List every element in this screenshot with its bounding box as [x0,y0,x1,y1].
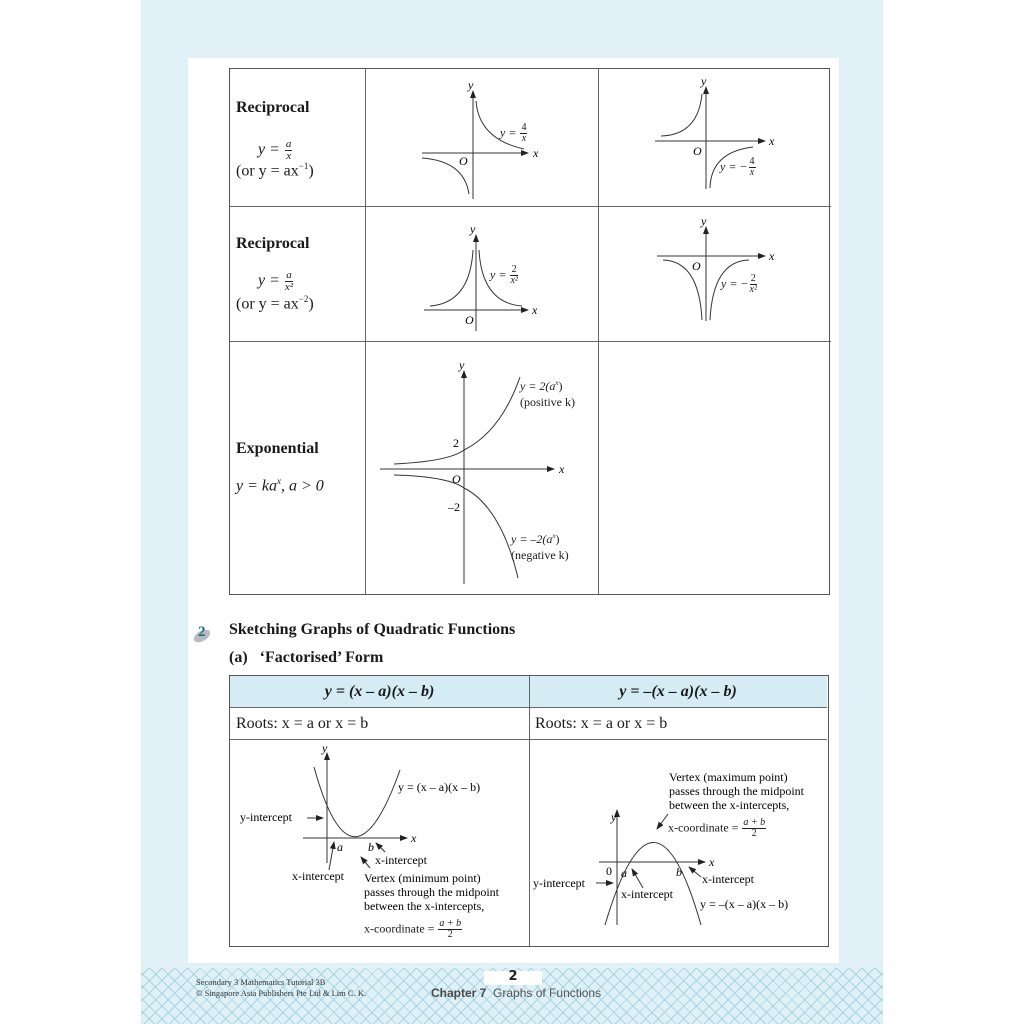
vertex-note-line: passes through the midpoint [669,784,804,798]
function-graphs-table [229,68,830,595]
equation-fraction [750,274,757,295]
vertex-arrow-icon [657,814,668,829]
formula-lhs: y = [258,141,284,159]
negative-k-exponent: x [552,532,556,540]
fraction-denominator: x² [284,281,294,293]
curve-left-branch [430,250,473,306]
x-axis-label: x [559,462,565,476]
y-axis-label: y [470,222,476,236]
x-intercept-right-label: x-intercept [702,872,754,886]
equation-fraction [520,123,527,144]
fraction-denominator: x² [510,275,518,286]
function-type-label: Reciprocal [236,235,310,252]
chapter-title: Graphs of Functions [493,986,602,1000]
roots-text: Roots: x = a or x = b [529,708,827,740]
column-header: y = (x – a)(x – b) [230,676,529,708]
vertex-coordinate-fraction [438,919,462,940]
chapter-footer [431,986,601,1000]
parabola-curve [605,843,701,926]
origin-label: O [459,154,468,168]
negative-k-equation: y = –2(a [511,532,553,546]
fraction-denominator: x² [749,284,757,295]
roots-text: Roots: x = a or x = b [230,708,529,740]
x-axis-label: x [769,134,775,148]
origin-label: O [465,313,474,327]
downward-parabola-graph [529,740,827,946]
formula-lhs: y = [258,272,284,290]
curve-equation [720,157,757,178]
origin-label: O [692,259,701,273]
row-reciprocal-1-label-cell [230,69,366,207]
formula-fraction [285,139,293,162]
fraction-denominator: 2 [447,929,453,940]
vertex-note-line: passes through the midpoint [364,885,499,899]
negative-k-note: (negative k) [511,548,569,562]
chapter-label: Chapter 7 [431,986,487,1000]
function-type-label: Reciprocal [236,99,310,116]
vertex-note-line: Vertex (minimum point) [364,871,481,885]
x-intercept-right-label: x-intercept [375,853,427,867]
y-axis-label: y [459,358,465,372]
fraction-numerator: 2 [750,273,756,284]
quadratic-forms-table [229,675,829,947]
alt-formula-text: (or y = ax [236,295,299,313]
alt-formula-exponent: −2 [298,294,309,304]
upward-parabola-graph [230,740,529,946]
curve-equation [500,123,528,144]
x-intercept-left-arrow-icon [632,869,643,888]
x-axis-label: x [533,146,539,160]
formula-fraction [285,270,293,293]
vertex-coordinate-lhs: x-coordinate = [364,921,438,936]
vertex-coordinate [668,818,767,839]
reciprocal-negative-graph [599,69,831,207]
book-credit [196,977,366,999]
section-number: 2 [198,624,206,640]
alt-formula [236,161,314,180]
y-axis-label: y [611,810,617,824]
reciprocal-squared-negative-graph [599,207,831,342]
row-exponential-label-cell [230,342,366,594]
alt-formula [236,294,314,313]
reciprocal-squared-positive-graph [366,207,599,342]
root-b-label: b [676,865,682,879]
x-intercept-right-arrow-icon [689,867,701,877]
equation-fraction [749,157,756,178]
vertex-arrow-icon [361,857,370,868]
y-axis-label: y [701,74,707,88]
positive-k-note: (positive k) [520,395,575,409]
y-axis-label: y [701,214,707,228]
fraction-denominator: 2 [751,828,757,839]
equation-lhs: y = − [721,276,749,291]
vertex-note-line: between the x-intercepts, [669,798,790,812]
x-intercept-right-arrow-icon [376,843,385,852]
x-axis-label: x [709,855,715,869]
curve-equation [721,274,758,295]
negative-k-close: ) [555,532,560,546]
fraction-numerator: 4 [749,156,755,167]
formula-base: y = ka [236,477,277,495]
column-header: y = –(x – a)(x – b) [529,676,827,708]
x-axis-label: x [411,831,417,845]
function-formula [236,476,324,495]
x-intercept-left-label: x-intercept [621,887,673,901]
copyright-notice: © Singapore Asia Publishers Pte Ltd & Lim C. K. [196,988,367,998]
reciprocal-positive-graph [366,69,599,207]
function-type-label: Exponential [236,440,319,457]
root-a-label: a [337,840,343,854]
graph-reciprocal-squared-positive-cell [366,207,599,342]
x-axis-label: x [532,303,538,317]
fraction-numerator: 4 [521,122,527,133]
negative-k-label [511,528,569,563]
graph-exponential-cell [366,342,599,594]
curve-equation: y = –(x – a)(x – b) [700,897,789,911]
fraction-numerator: a [285,138,292,150]
root-b-label: b [368,840,374,854]
book-title: Secondary 3 Mathematics Tutorial 3B [196,977,326,987]
y-intercept-label: y-intercept [533,876,585,890]
fraction-denominator: x [521,133,527,144]
formula-exponent: x [277,476,281,486]
y-axis-label: y [322,741,328,755]
origin-label: 0 [606,864,612,878]
section-title: Sketching Graphs of Quadratic Functions [229,621,516,638]
y-axis-label: y [468,78,474,92]
alt-formula-text: (or y = ax [236,162,299,180]
equation-lhs: y = [500,125,520,140]
positive-k-close: ) [558,379,563,393]
curve-equation: y = (x – a)(x – b) [398,780,481,794]
equation-fraction [510,265,517,286]
graph-reciprocal-positive-cell [366,69,599,207]
vertex-coordinate-fraction [742,818,766,839]
positive-k-label [520,375,575,410]
vertex-note-line: Vertex (maximum point) [669,770,788,784]
subsection-title: (a) ‘Factorised’ Form [229,649,384,666]
function-formula [258,270,294,293]
x-intercept-left-label: x-intercept [292,869,344,883]
fraction-denominator: x [286,150,292,162]
section-number-badge [191,620,215,644]
positive-k-exponent: x [555,379,559,387]
fraction-denominator: x [749,167,755,178]
root-a-label: a [621,866,627,880]
curve-equation [490,265,519,286]
fraction-numerator: a + b [743,817,766,828]
y-intercept-positive-label: 2 [453,436,459,450]
graph-reciprocal-squared-negative-cell [599,207,831,342]
function-formula [258,139,293,162]
curve-quadrant-2 [661,94,702,136]
equation-lhs: y = − [720,159,748,174]
fraction-numerator: a + b [439,918,462,929]
curve-negative-k [394,475,518,578]
x-axis-label: x [769,249,775,263]
formula-condition: , a > 0 [281,477,324,495]
alt-formula-close: ) [308,162,314,180]
vertex-coordinate-lhs: x-coordinate = [668,820,742,835]
alt-formula-close: ) [308,295,314,313]
equation-lhs: y = [490,267,510,282]
alt-formula-exponent: −1 [298,161,309,171]
y-intercept-label: y-intercept [240,810,292,824]
y-intercept-negative-label: –2 [448,500,460,514]
origin-label: O [452,472,461,486]
x-intercept-left-arrow-icon [329,842,334,870]
row-reciprocal-2-label-cell [230,207,366,342]
origin-label: O [693,144,702,158]
curve-positive-k [394,377,520,464]
fraction-numerator: 2 [511,264,517,275]
vertex-coordinate [364,919,463,940]
fraction-numerator: a [286,269,292,281]
positive-k-equation: y = 2(a [520,379,556,393]
page-number: 2 [508,969,518,984]
vertex-note-line: between the x-intercepts, [364,899,485,913]
empty-cell [599,342,831,594]
graph-reciprocal-negative-cell [599,69,831,207]
